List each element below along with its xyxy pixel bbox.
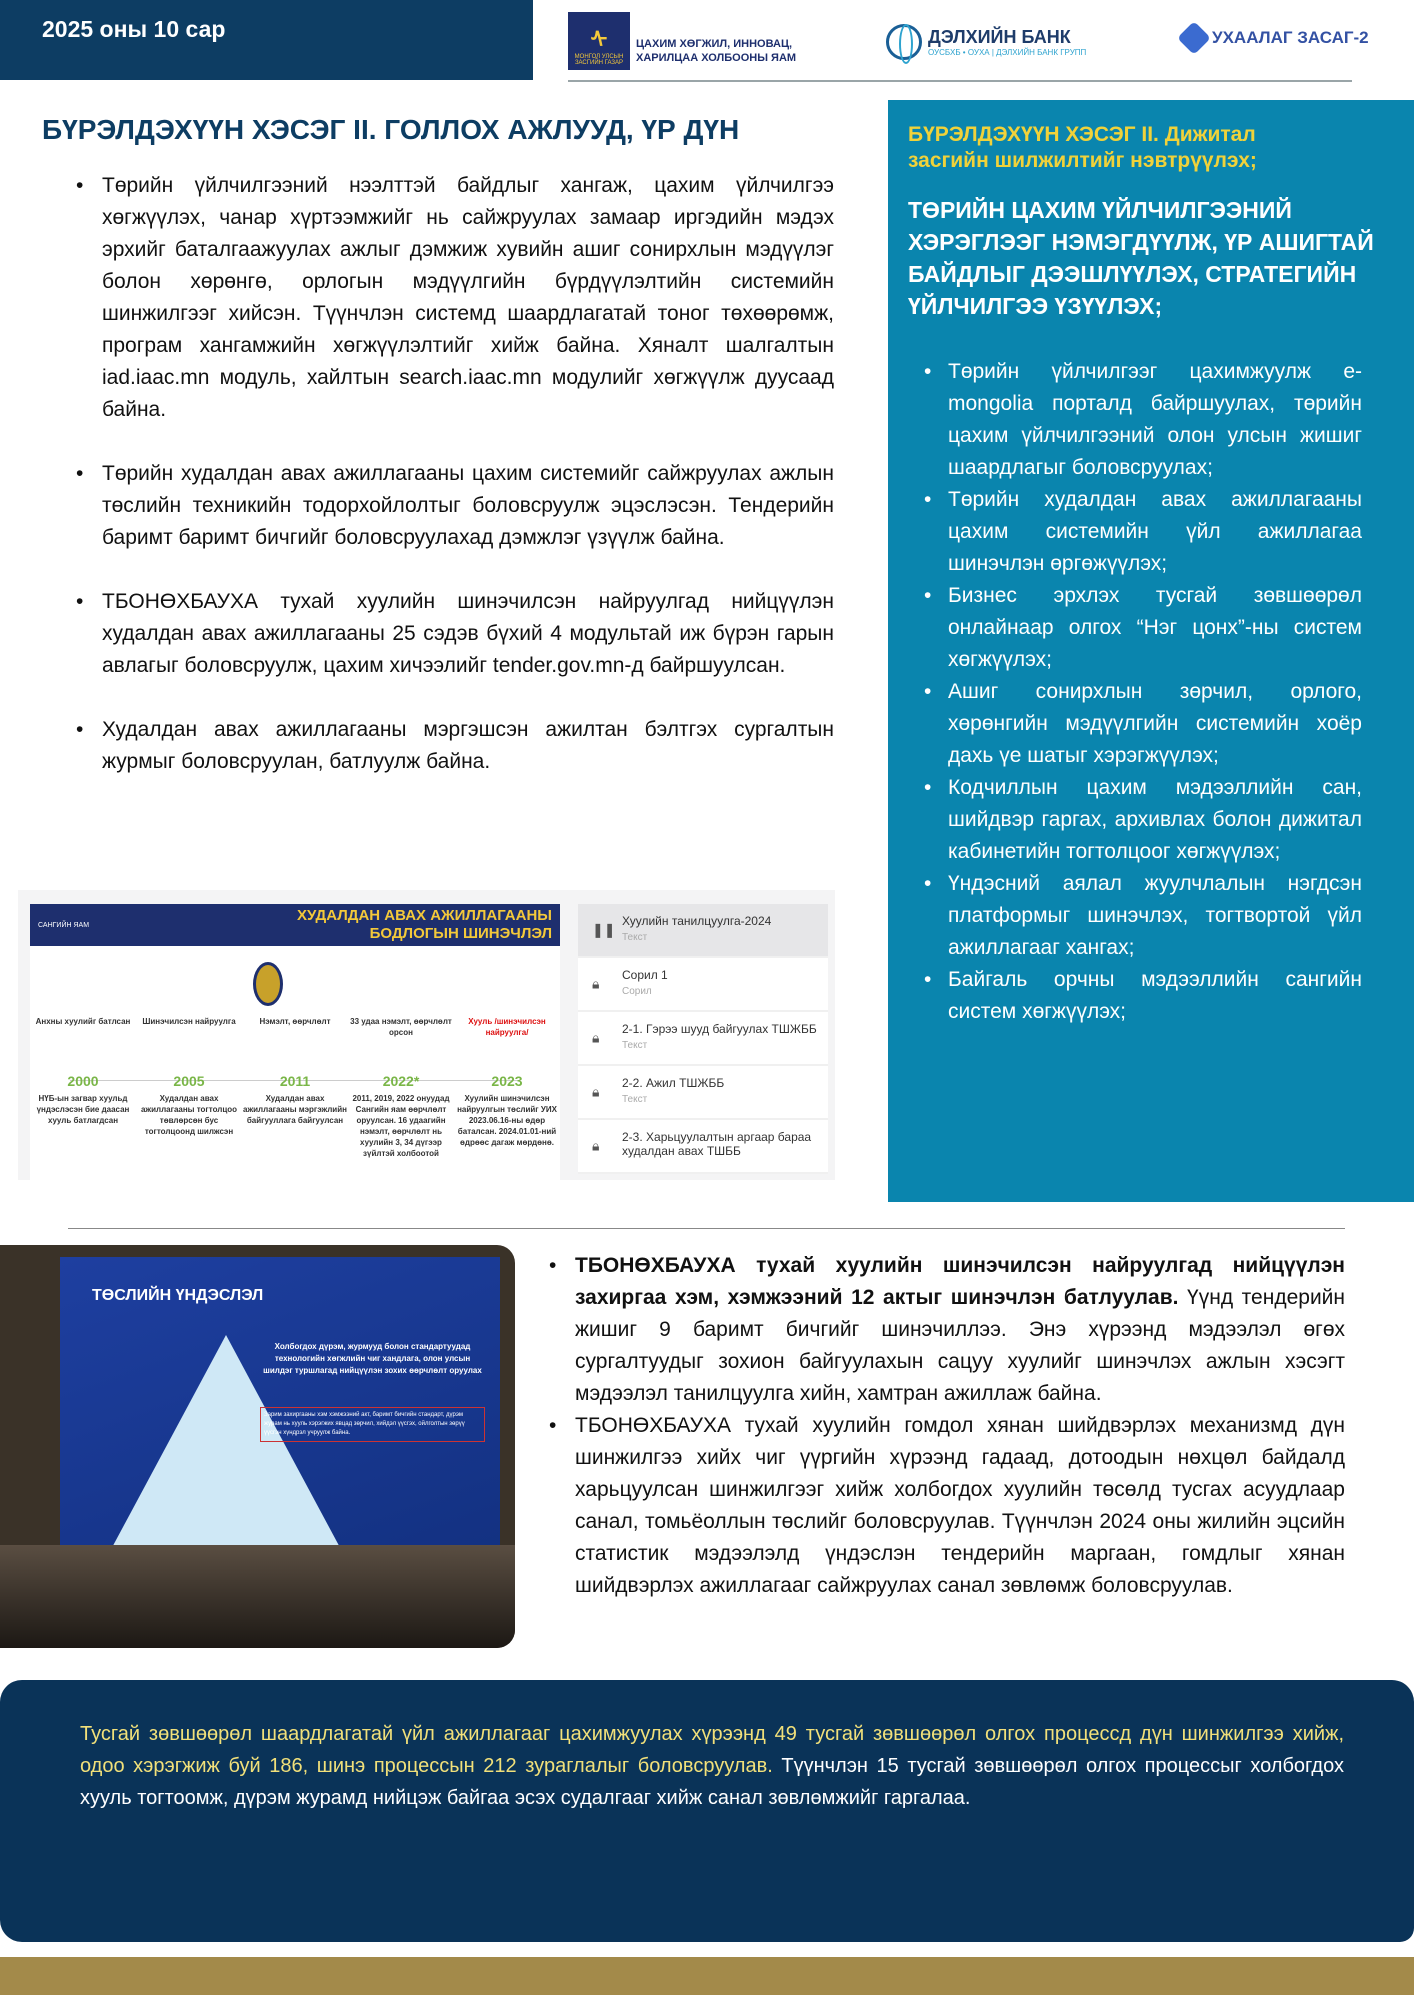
list-item: • Ашиг сонирхлын зөрчил, орлого, хөрөнгийн мэдүүлгийн системийн хоёр дахь үе шатыг хэрэгжүүлэх;: [948, 676, 1362, 772]
timeline-item: Хууль /шинэчилсэн найруулга/ 2023 Хуулийн шинэчилсэн найруулгын төслийг УИХ 2023.06.16-ны өдөр баталсан. 2024.01.01-ний өдрөөс дагаж мөрдөнө.: [457, 1017, 557, 1147]
audience: [0, 1545, 515, 1648]
lesson-item[interactable]: 🔒︎ Сорил 1 Сорил: [578, 958, 828, 1012]
lock-icon: 🔒︎: [592, 1137, 600, 1154]
summary-banner: [0, 1680, 1414, 1942]
lesson-item[interactable]: ❚❚ Хуулийн танилцуулга-2024 Текст: [578, 904, 828, 958]
list-item: • ТБОНӨХБАУХА тухай хуулийн шинэчилсэн найруулгад нийцүүлэн захиргаа хэм, хэмжээний 12 актыг шинэчлэн батлуулав. Үүнд тендерийн жишиг 9 баримт бичгийг шинэчиллээ. Энэ хүрээнд мэдээлэл өгөх сургалтуудыг зохион байгуулахын сацуу хуулийг шинэчлэх ажлын хэсэгт мэдээлэл танилцуулга хийн, хамтран ажиллаж байна.: [575, 1250, 1345, 1410]
footer-bar: [0, 1957, 1414, 1995]
state-emblem-icon: [253, 962, 283, 1006]
panel-subtitle: БҮРЭЛДЭХҮҮН ХЭСЭГ II. Дижитал засгийн шилжилтийг нэвтрүүлэх;: [908, 123, 1257, 172]
list-item: • ТБОНӨХБАУХА тухай хуулийн шинэчилсэн найруулгад нийцүүлэн худалдан авах ажиллагааны 25 сэдэв бүхий 4 модультай иж бүрэн гарын авлагыг боловсруулж, цахим хичээлийг tender.gov.mn-д байршуулсан.: [102, 586, 834, 682]
left-bullets: [102, 170, 834, 810]
timeline-item: Шинэчилсэн найруулга 2005 Худалдан авах ажиллагааны тогтолцоо төвлөрсөн бус тогтолцоонд шилжсэн: [140, 1017, 238, 1136]
list-item: • Төрийн худалдан авах ажиллагааны цахим системийг сайжруулах ажлын төслийн техникийн тодорхойлолтыг боловсруулж эцэслэсэн. Тендерийн баримт баримт бичгийг боловсруулахад дэмжлэг үзүүлж байна.: [102, 458, 834, 554]
lesson-item[interactable]: 🔒︎ 2-2. Ажил ТШЖББ Текст: [578, 1066, 828, 1120]
screen-box: Зарим захиргааны хэм хэмжээний акт, баримт бичгийн стандарт, дүрэм журам нь хууль хэрэгжих явцад зөрчил, хийдэл үүсгэх, ойлголтын зөрүү үүсгэн хүндрэл учруулж байна.: [260, 1407, 485, 1442]
right-panel: [888, 100, 1414, 1202]
panel-title: ТӨРИЙН ЦАХИМ ҮЙЛЧИЛГЭЭНИЙ ХЭРЭГЛЭЭГ НЭМЭГДҮҮЛЖ, ҮР АШИГТАЙ БАЙДЛЫГ ДЭЭШЛҮҮЛЭХ, СТРАТЕГИЙН ҮЙЛЧИЛГЭЭ ҮЗҮҮЛЭХ;: [908, 197, 1374, 319]
smart-gov-logo: [1182, 26, 1369, 50]
smart-gov-name: УХААЛАГ ЗАСАГ-2: [1212, 28, 1369, 47]
list-item: • Төрийн үйлчилгээний нээлттэй байдлыг хангаж, цахим үйлчилгээ хөгжүүлэх, чанар хүртээмжийг нь сайжруулах замаар иргэдийн мэдэх эрхийг баталгаажуулах ажлыг дэмжиж хувийн ашиг сонирхлын мэдүүлэг болон хөрөнгө, орлогын мэдүүлгийн бүрдүүлэлтийн системийн шинжилгээг хийсэн. Түүнчлэн системд шаардлагатай тоног төхөөрөмж, програм хангамжийн хөгжүүлэлтийг хийж байна. Хяналт шалгалтын iad.iaac.mn модуль, хайлтын search.iaac.mn модулийг хөгжүүлж дуусаад байна.: [102, 170, 834, 426]
bottom-bullets: [545, 1250, 1345, 1602]
slide-title: ХУДАЛДАН АВАХ АЖИЛЛАГААНЫ БОДЛОГЫН ШИНЭЧЛЭЛ: [296, 907, 552, 942]
date-label: 2025 оны 10 сар: [42, 16, 226, 42]
list-item: • ТБОНӨХБАУХА тухай хуулийн гомдол хянан шийдвэрлэх механизмд дүн шинжилгээ хийх чиг үүргийн хүрээнд гадаад, дотоодын нөхцөл байдалд харьцуулсан шинжилгээг хийж холбогдох хуулийн төсөлд тусгах асуудлаар санал, томьёоллын төслийг боловсруулав. Түүнчлэн 2024 оны жилийн эцсийн статистик мэдээлэлд үндэслэн тендерийн маргаан, гомдлыг хянан шийдвэрлэх ажиллагааг сайжруулах санал зөвлөмж боловсруулав.: [575, 1410, 1345, 1602]
world-bank-sub: ОУСБХБ • ОУХА | ДЭЛХИЙН БАНК ГРУПП: [928, 48, 1087, 57]
slide-org: САНГИЙН ЯАМ: [38, 921, 90, 929]
pause-icon: ❚❚: [592, 921, 616, 938]
presentation-screen: [60, 1257, 500, 1587]
list-item: • Байгаль орчны мэдээллийн сангийн систем хөгжүүлэх;: [948, 964, 1362, 1028]
screen-title: ТӨСЛИЙН ҮНДЭСЛЭЛ: [92, 1287, 264, 1304]
header-divider: [568, 80, 1352, 82]
timeline-item: 33 удаа нэмэлт, өөрчлөлт орсон 2022* 2011, 2019, 2022 онуудад Сангийн яам өөрчлөлт оруулсан. 16 удаагийн нэмэлт, өөрчлөлт нь хуулийн 3, 34 дүгээр зүйлтэй холбоотой: [350, 1017, 452, 1158]
lesson-list: [578, 904, 828, 1174]
lock-icon: 🔒︎: [592, 1029, 600, 1046]
ministry-name-2: ХАРИЛЦАА ХОЛБООНЫ ЯАМ: [636, 52, 797, 64]
section-divider: [68, 1228, 1345, 1229]
timeline-item: Нэмэлт, өөрчлөлт 2011 Худалдан авах ажиллагааны мэргэжлийн байгууллага байгуулсан: [243, 1017, 347, 1125]
state-emblem-icon: ᠰ МОНГОЛ УЛСЫН ЗАСГИЙН ГАЗАР: [568, 12, 630, 70]
lock-icon: 🔒︎: [592, 1083, 600, 1100]
list-item: • Кодчиллын цахим мэдээллийн сан, шийдвэр гаргах, архивлах болон дижитал кабинетийн тогтолцоог хөгжүүлэх;: [948, 772, 1362, 868]
panel-list: [948, 356, 1362, 1028]
lock-icon: 🔒︎: [592, 975, 600, 992]
course-screenshot: [18, 890, 835, 1180]
world-bank-logo: [886, 24, 1086, 60]
lesson-item[interactable]: 🔒︎ 2-3. Харьцуулалтын аргаар бараа худалдан авах ТШББ: [578, 1120, 828, 1174]
screen-caption: Холбогдох дүрэм, журмууд болон стандартуудад технологийн хөгжлийн чиг хандлага, олон улсын шилдэг туршлагад нийцүүлэн зохих өөрчлөлт оруулах: [263, 1342, 482, 1375]
list-item: • Худалдан авах ажиллагааны мэргэшсэн ажилтан бэлтгэх сургалтын журмыг боловсруулан, батлуулж байна.: [102, 714, 834, 778]
list-item: • Үндэсний аялал жуулчлалын нэгдсэн платформыг шинэчлэх, тогтвортой үйл ажиллагааг хангах;: [948, 868, 1362, 964]
smart-gov-icon: [1177, 21, 1211, 55]
ministry-logo: [568, 12, 796, 70]
conference-photo: [0, 1245, 515, 1648]
timeline-item: Анхны хуулийг батлсан 2000 НҮБ-ын загвар хуульд үндэслэсэн бие даасан хууль батлагдсан: [35, 1017, 131, 1125]
globe-icon: [886, 24, 922, 60]
banner-text: Тусгай зөвшөөрөл шаардлагатай үйл ажиллагааг цахимжуулах хүрээнд 49 тусгай зөвшөөрөл олгох процессд дүн шинжилгээ хийж, одоо хэрэгжиж буй 186, шинэ процессын 212 зураглалыг боловсруулав. Түүнчлэн 15 тусгай зөвшөөрөл олгох процессыг холбогдох хууль тогтоомж, дүрэм журамд нийцэж байгаа эсэх судалгааг хийж санал зөвлөмжийг гаргалаа.: [80, 1723, 1344, 1809]
section-title: БҮРЭЛДЭХҮҮН ХЭСЭГ II. ГОЛЛОХ АЖЛУУД, ҮР ДҮН: [42, 114, 740, 145]
lesson-item[interactable]: 🔒︎ 2-1. Гэрээ шууд байгуулах ТШЖББ Текст: [578, 1012, 828, 1066]
world-bank-name: ДЭЛХИЙН БАНК: [928, 27, 1071, 47]
list-item: • Төрийн худалдан авах ажиллагааны цахим системийн үйл ажиллагаа шинэчлэн өргөжүүлэх;: [948, 484, 1362, 580]
list-item: • Бизнес эрхлэх тусгай зөвшөөрөл онлайнаар олгох “Нэг цонх”-ны систем хөгжүүлэх;: [948, 580, 1362, 676]
ministry-name-1: ЦАХИМ ХӨГЖИЛ, ИННОВАЦ,: [636, 38, 793, 50]
list-item: • Төрийн үйлчилгээг цахимжуулж e-mongolia порталд байршуулах, төрийн цахим үйлчилгээний олон улсын жишиг шаардлагыг боловсруулах;: [948, 356, 1362, 484]
date-header: [0, 0, 533, 80]
policy-slide: [30, 904, 560, 1180]
